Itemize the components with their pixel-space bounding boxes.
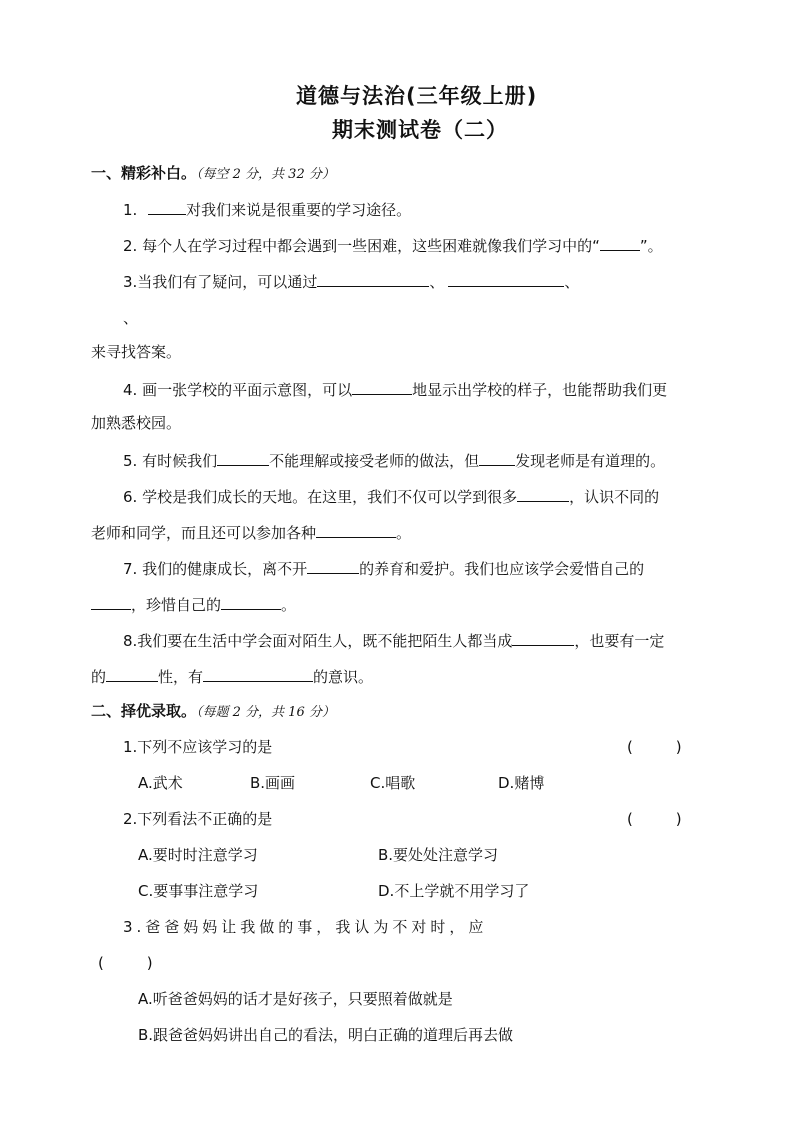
section2-scoring-note: （每题 2 分，共 16 分） [196,705,335,720]
option-a[interactable]: A.武术 [138,774,183,792]
s1-question-4 [123,378,667,400]
q-text: 8.我们要在生活中学会面对陌生人，既不能把陌生人都当成 [123,632,513,650]
answer-blank[interactable] [307,557,359,574]
s1-question-7-cont [91,593,296,615]
doc-title-line2: 期末测试卷（二） [332,118,508,142]
doc-title-line1: 道德与法治(三年级上册) [296,84,538,108]
q-text: 老师和同学，而且还可以参加各种 [91,524,317,542]
answer-blank[interactable] [600,234,640,251]
s1-question-3 [123,270,579,292]
s1-question-2 [123,234,663,256]
option-c[interactable]: C.唱歌 [370,774,416,792]
section2-title: 二、择优录取。 [91,702,197,720]
option-b[interactable]: B.要处处注意学习 [378,846,499,864]
answer-blank[interactable] [479,449,515,466]
q-text: 5. 有时候我们 [123,452,218,470]
q-text: ”。 [639,237,663,255]
option-b[interactable]: B.跟爸爸妈妈讲出自己的看法，明白正确的道理后再去做 [138,1026,514,1044]
section1-scoring-note: （每空 2 分，共 32 分） [196,167,335,182]
s1-question-8 [123,629,664,651]
answer-blank[interactable] [221,593,281,610]
option-a[interactable]: A.要时时注意学习 [138,846,258,864]
s1-question-8-cont [91,665,373,687]
q-text: 。 [281,596,297,614]
answer-blank[interactable] [203,665,313,682]
q-text: 。 [396,524,412,542]
section2-heading [91,701,335,723]
q-text: 的养育和爱护。我们也应该学会爱惜自己的 [359,560,645,578]
q-text: 加熟悉校园。 [91,414,182,432]
option-d[interactable]: D.赌博 [498,774,545,792]
s1-question-3-end [91,342,181,362]
answer-blank[interactable] [217,449,269,466]
answer-blank[interactable] [317,270,429,287]
option-c[interactable]: C.要事事注意学习 [138,882,259,900]
s1-question-6-cont [91,521,411,543]
q-text: 发现老师是有道理的。 [515,452,666,470]
q-text: ，认识不同的 [569,488,660,506]
q-text: 7. 我们的健康成长，离不开 [123,560,308,578]
answer-blank[interactable] [448,270,564,287]
answer-blank[interactable] [148,198,186,215]
q-text: 的意识。 [313,668,374,686]
q-text: 地显示出学校的样子，也能帮助我们更 [412,381,668,399]
option-d[interactable]: D.不上学就不用学习了 [378,882,530,900]
answer-blank[interactable] [512,629,574,646]
answer-blank[interactable] [106,665,158,682]
q-number: 1. [123,201,138,219]
answer-blank[interactable] [352,378,412,395]
answer-parentheses[interactable]: ( ) [98,954,153,972]
q-text: 6. 学校是我们成长的天地。在这里，我们不仅可以学到很多 [123,488,518,506]
s2-question-3-stem: 3.爸爸妈妈让我做的事，我认为不对时，应 [123,918,488,936]
s1-question-4-cont [91,413,181,433]
q-text: ，也要有一定 [574,632,665,650]
answer-blank[interactable] [316,521,396,538]
q-text: 的 [91,668,107,686]
answer-blank[interactable] [91,593,131,610]
q-text: 3.当我们有了疑问，可以通过 [123,273,318,291]
q-separator: 、 [123,309,139,327]
s1-question-5 [123,449,665,471]
answer-parentheses[interactable]: ( ) [627,810,682,828]
section1-heading [91,163,335,185]
s1-question-7 [123,557,644,579]
q-separator: 、 [564,273,580,291]
s2-question-1-stem: 1.下列不应该学习的是 [123,738,273,756]
q-text: 不能理解或接受老师的做法，但 [269,452,480,470]
s1-question-3-cont [123,306,138,328]
option-b[interactable]: B.画画 [250,774,296,792]
q-text: ，珍惜自己的 [131,596,222,614]
q-text: 4. 画一张学校的平面示意图，可以 [123,381,353,399]
q-text: 来寻找答案。 [91,343,182,361]
q-separator: 、 [429,273,445,291]
answer-parentheses[interactable]: ( ) [627,738,682,756]
option-a[interactable]: A.听爸爸妈妈的话才是好孩子，只要照着做就是 [138,990,453,1008]
s1-question-1 [123,198,411,220]
s2-question-2-stem: 2.下列看法不正确的是 [123,810,273,828]
answer-blank[interactable] [517,485,569,502]
section1-title: 一、精彩补白。 [91,164,197,182]
q-text: 2. 每个人在学习过程中都会遇到一些困难，这些困难就像我们学习中的“ [123,237,600,255]
q-text: 对我们来说是很重要的学习途径。 [186,201,412,219]
s1-question-6 [123,485,659,507]
q-text: 性，有 [158,668,204,686]
